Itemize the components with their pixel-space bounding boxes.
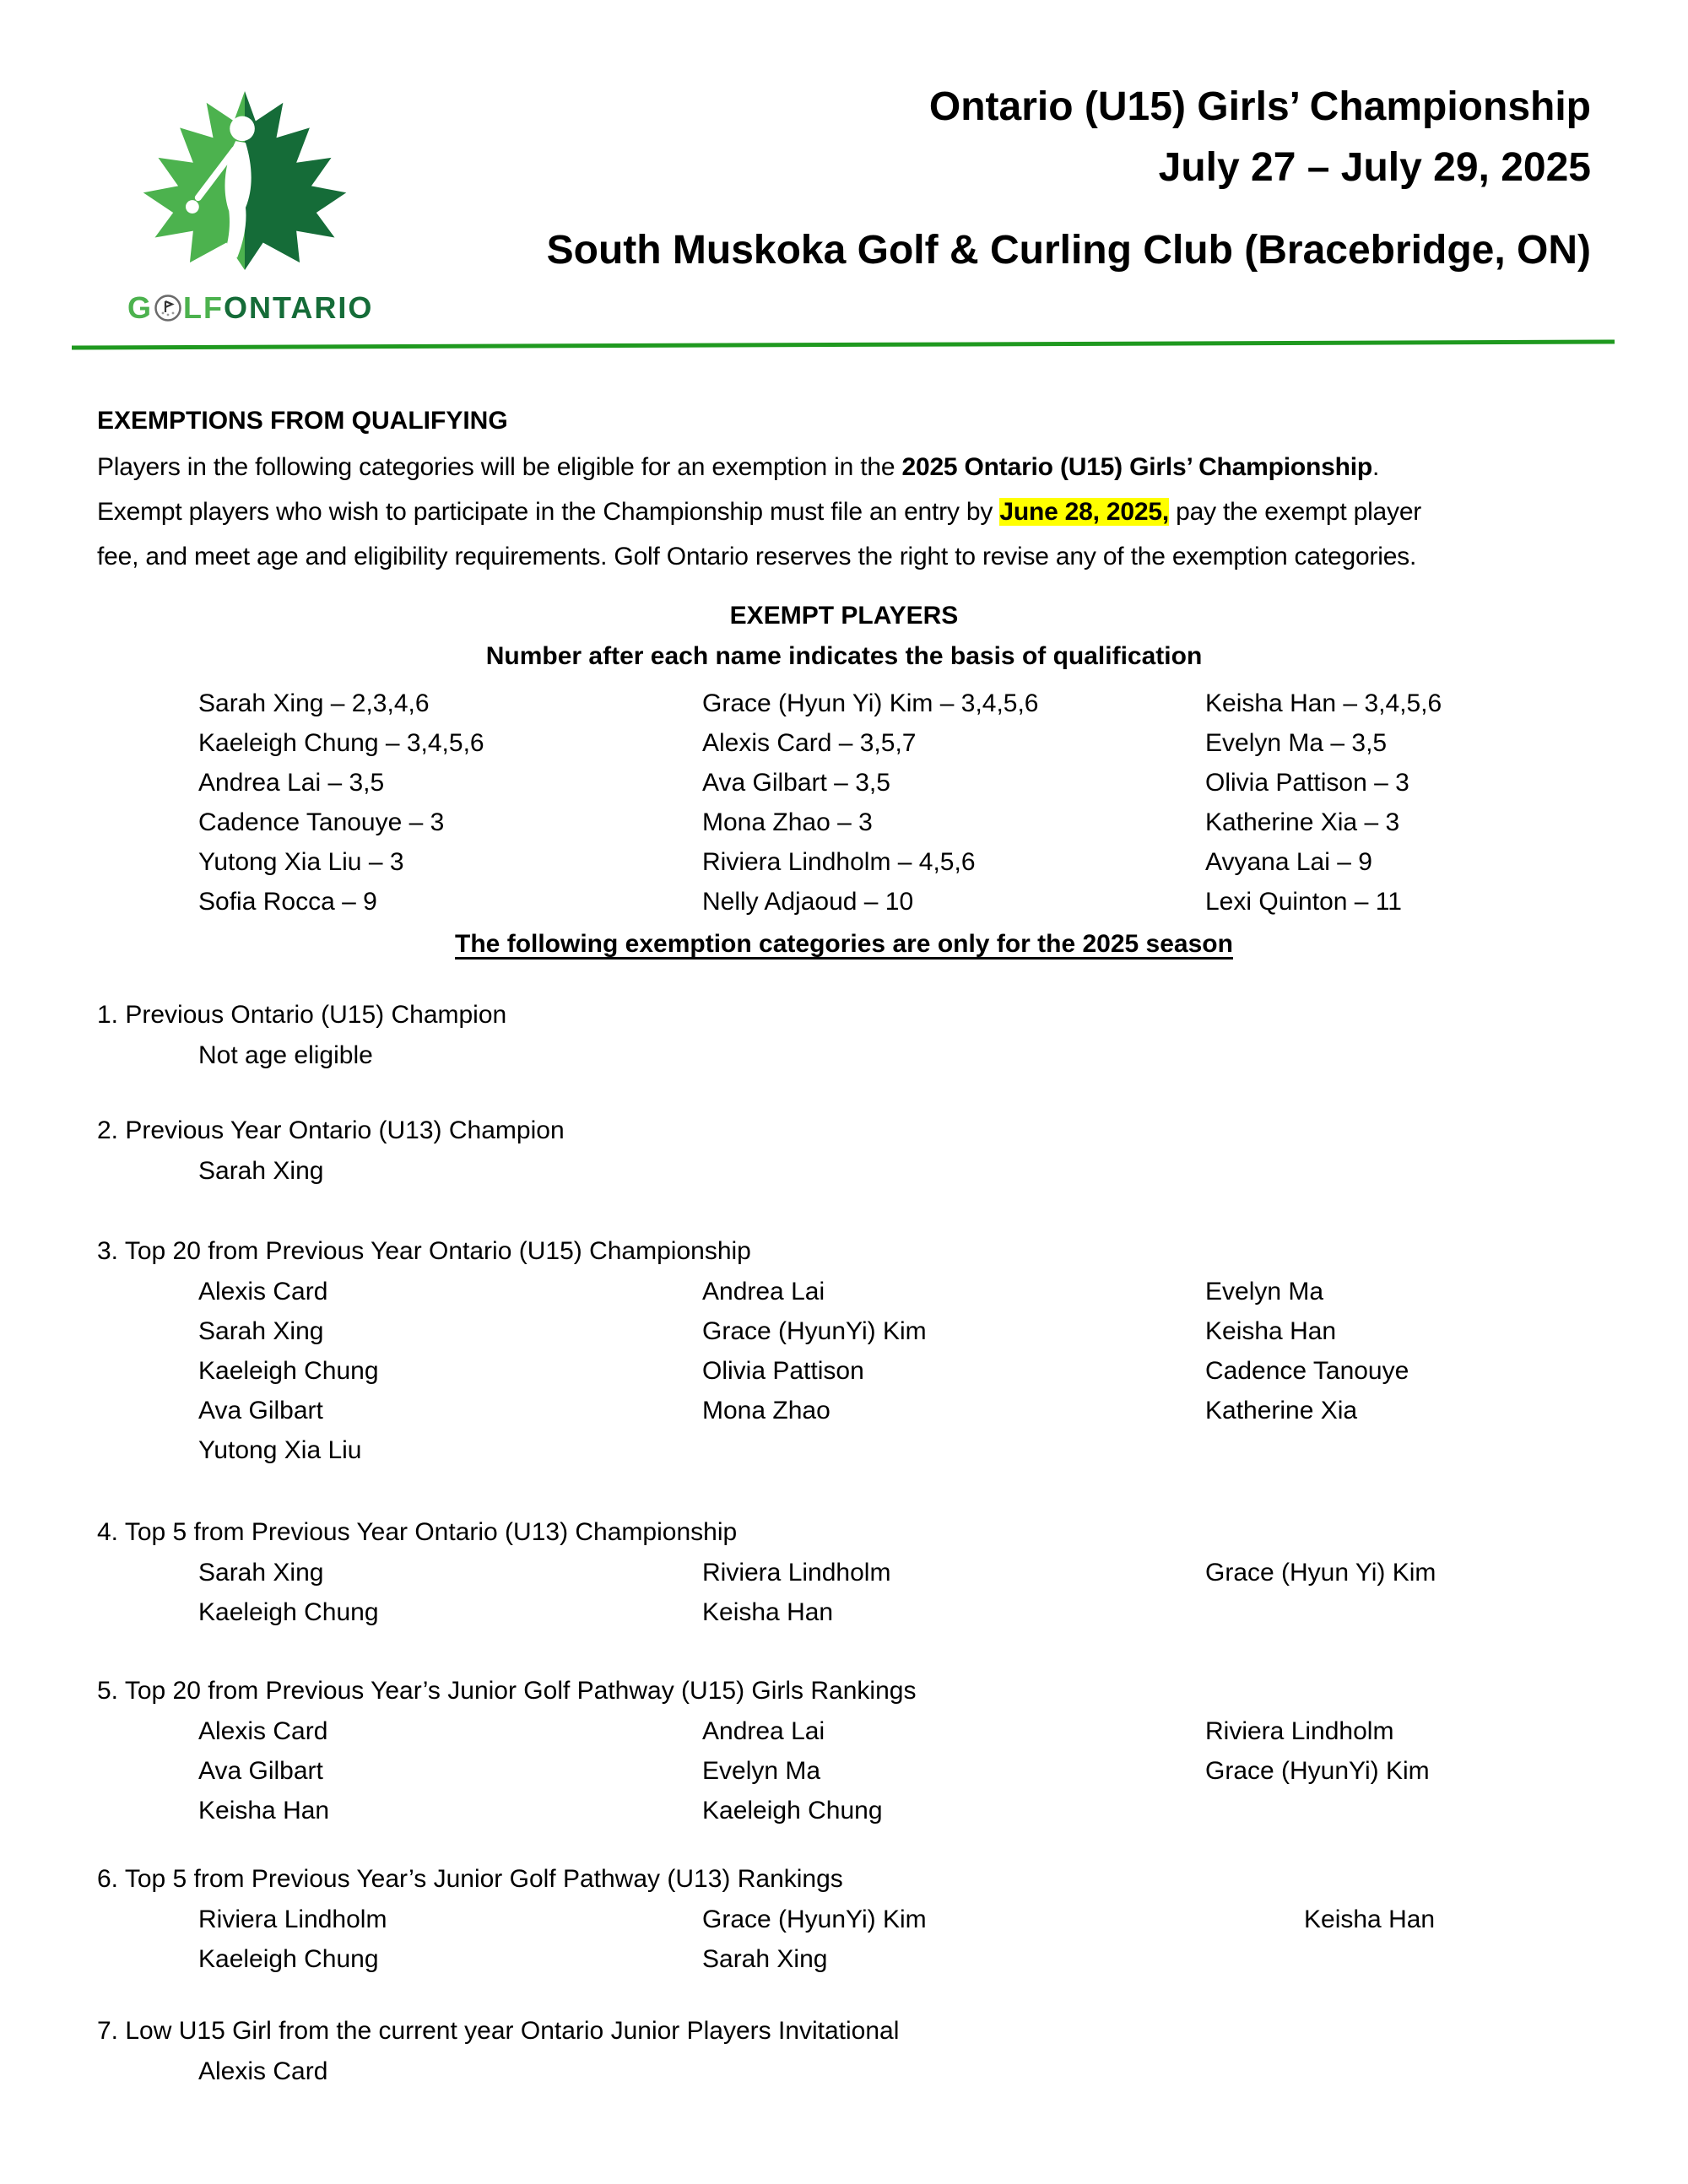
player-name: Riviera Lindholm (198, 1906, 387, 1933)
player-name: Grace (Hyun Yi) Kim (1205, 1559, 1436, 1587)
paragraph-text: . (1372, 453, 1380, 481)
exempt-players-title: EXEMPT PLAYERS (729, 602, 959, 630)
player-name: Olivia Pattison (702, 1357, 864, 1385)
player-name: Lexi Quinton – 11 (1205, 888, 1402, 916)
category-title: 7. Low U15 Girl from the current year Ontario Junior Players Invitational (97, 2017, 900, 2045)
player-name: Sarah Xing (702, 1945, 828, 1973)
player-name: Kaeleigh Chung – 3,4,5,6 (198, 729, 484, 757)
player-name: Evelyn Ma (1205, 1278, 1324, 1306)
golf-ball-o-icon (154, 294, 182, 322)
season-note (97, 924, 1591, 965)
empty-cell (1205, 1151, 1591, 1191)
category-title: 6. Top 5 from Previous Year’s Junior Golf Pathway (U13) Rankings (97, 1865, 843, 1893)
green-divider-rule (72, 339, 1615, 349)
player-name: Grace (Hyun Yi) Kim – 3,4,5,6 (702, 689, 1039, 717)
player-name: Sarah Xing (198, 1157, 324, 1185)
exempt-players-subtitle: Number after each name indicates the basis of qualification (485, 642, 1203, 670)
player-name: Grace (HyunYi) Kim (702, 1317, 927, 1345)
player-name: Grace (HyunYi) Kim (702, 1906, 927, 1933)
empty-cell (702, 1151, 1205, 1191)
player-name: Alexis Card – 3,5,7 (702, 729, 917, 757)
player-name: Ava Gilbart (198, 1757, 323, 1785)
deadline-highlight: June 28, 2025, (999, 498, 1169, 526)
player-name: Alexis Card (198, 1717, 328, 1745)
player-name: Cadence Tanouye (1205, 1357, 1409, 1385)
player-name: Katherine Xia (1205, 1397, 1358, 1424)
category-rows (97, 1553, 1591, 1632)
player-name: Sarah Xing – 2,3,4,6 (198, 689, 430, 717)
category-title: 3. Top 20 from Previous Year Ontario (U15) Championship (97, 1237, 751, 1265)
player-name: Not age eligible (198, 1041, 373, 1069)
empty-cell (1205, 1592, 1591, 1632)
category-5 (97, 1671, 1591, 1830)
empty-cell (1205, 2052, 1591, 2091)
category-rows (97, 1035, 1591, 1075)
event-title: Ontario (U15) Girls’ Championship (928, 84, 1591, 129)
player-name: Keisha Han (1304, 1906, 1436, 1933)
empty-cell (702, 1035, 1205, 1075)
empty-cell (1304, 1939, 1591, 1979)
player-name: Olivia Pattison – 3 (1205, 769, 1409, 797)
paragraph-text: pay the exempt player (1169, 498, 1422, 526)
category-1 (97, 995, 1591, 1075)
category-2 (97, 1111, 1591, 1191)
player-name: Andrea Lai (702, 1717, 825, 1745)
player-name: Nelly Adjaoud – 10 (702, 888, 914, 916)
player-name: Sofia Rocca – 9 (198, 888, 377, 916)
player-name: Andrea Lai – 3,5 (198, 769, 385, 797)
player-name: Mona Zhao – 3 (702, 808, 873, 836)
player-name: Mona Zhao (702, 1397, 830, 1424)
paragraph-bold-text: 2025 Ontario (U15) Girls’ Championship (901, 453, 1373, 481)
category-rows (97, 1900, 1591, 1979)
player-name: Andrea Lai (702, 1278, 825, 1306)
player-name: Riviera Lindholm – 4,5,6 (702, 848, 976, 876)
player-name: Keisha Han (702, 1598, 834, 1626)
category-title: 1. Previous Ontario (U15) Champion (97, 1001, 507, 1029)
player-name: Riviera Lindholm (1205, 1717, 1394, 1745)
player-name: Kaeleigh Chung (198, 1598, 379, 1626)
paragraph-text: Exempt players who wish to participate in the Championship must file an entry by (97, 498, 1000, 526)
player-name: Yutong Xia Liu – 3 (198, 848, 404, 876)
player-name: Sarah Xing (198, 1317, 324, 1345)
player-name: Avyana Lai – 9 (1205, 848, 1372, 876)
category-6 (97, 1859, 1591, 1979)
category-rows (97, 2052, 1591, 2091)
exemptions-heading: EXEMPTIONS FROM QUALIFYING (97, 407, 508, 435)
event-title-block (388, 72, 1591, 326)
maple-leaf-golfer-icon (133, 91, 356, 270)
player-name: Grace (HyunYi) Kim (1205, 1757, 1430, 1785)
player-name: Yutong Xia Liu (198, 1436, 362, 1464)
player-name: Ava Gilbart (198, 1397, 323, 1424)
empty-cell (1205, 1430, 1591, 1470)
empty-cell (702, 2052, 1205, 2091)
player-name: Alexis Card (198, 1278, 328, 1306)
category-7 (97, 2011, 1591, 2091)
event-dates: July 27 – July 29, 2025 (1158, 145, 1591, 190)
player-name: Kaeleigh Chung (198, 1945, 379, 1973)
document-header (97, 0, 1591, 326)
golf-ontario-wordmark (127, 290, 388, 326)
empty-cell (1205, 1791, 1591, 1830)
player-name: Keisha Han (1205, 1317, 1337, 1345)
category-4 (97, 1512, 1591, 1632)
player-name: Kaeleigh Chung (702, 1797, 883, 1825)
category-rows (97, 1272, 1591, 1470)
player-name: Evelyn Ma – 3,5 (1205, 729, 1388, 757)
player-name: Riviera Lindholm (702, 1559, 891, 1587)
wordmark-lf: LF (183, 290, 224, 325)
player-name: Alexis Card (198, 2057, 328, 2085)
category-rows (97, 1151, 1591, 1191)
category-3 (97, 1231, 1591, 1470)
exemptions-paragraph (97, 445, 1591, 579)
category-title: 4. Top 5 from Previous Year Ontario (U13) Championship (97, 1518, 738, 1546)
season-note-text: The following exemption categories are only for the 2025 season (455, 930, 1233, 958)
empty-cell (702, 1430, 1205, 1470)
player-name: Keisha Han – 3,4,5,6 (1205, 689, 1442, 717)
paragraph-text: Players in the following categories will be eligible for an exemption in the (97, 453, 902, 481)
category-title: 2. Previous Year Ontario (U13) Champion (97, 1116, 565, 1144)
player-name: Katherine Xia – 3 (1205, 808, 1400, 836)
wordmark-g: G (127, 290, 154, 325)
exempt-players-list (97, 684, 1591, 922)
category-rows (97, 1711, 1591, 1830)
empty-cell (1205, 1035, 1591, 1075)
wordmark-ontario: ONTARIO (224, 290, 374, 325)
category-title: 5. Top 20 from Previous Year’s Junior Golf Pathway (U15) Girls Rankings (97, 1677, 917, 1705)
golf-ontario-logo (97, 72, 388, 326)
paragraph-text: fee, and meet age and eligibility requirements. Golf Ontario reserves the right to revise any of the exemption categories. (97, 543, 1417, 570)
player-name: Keisha Han (198, 1797, 330, 1825)
event-venue: South Muskoka Golf & Curling Club (Bracebridge, ON) (546, 228, 1591, 273)
player-name: Cadence Tanouye – 3 (198, 808, 445, 836)
player-name: Ava Gilbart – 3,5 (702, 769, 890, 797)
player-name: Evelyn Ma (702, 1757, 821, 1785)
player-name: Sarah Xing (198, 1559, 324, 1587)
player-name: Kaeleigh Chung (198, 1357, 379, 1385)
